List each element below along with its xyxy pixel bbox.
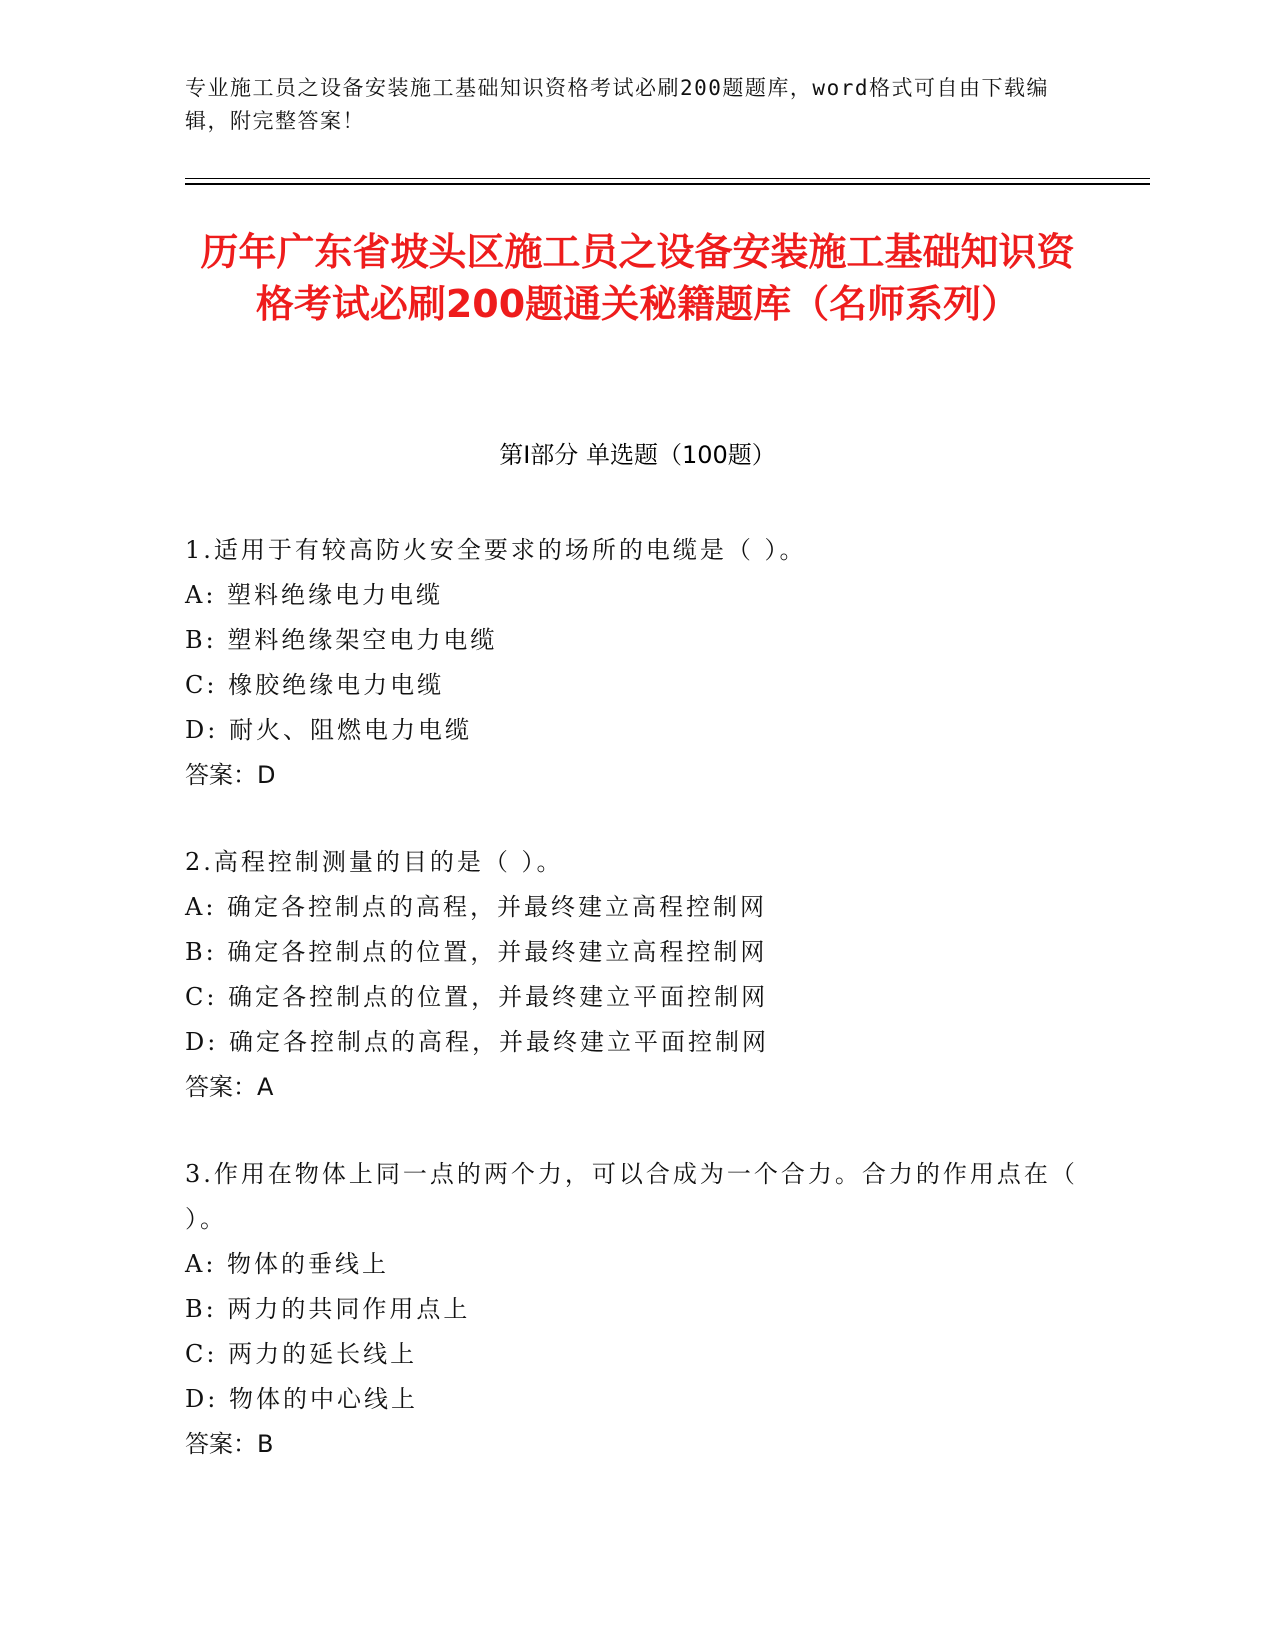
option-c: C: 橡胶绝缘电力电缆	[185, 671, 445, 699]
question-stem: 3.作用在物体上同一点的两个力，可以合成为一个合力。合力的作用点在（ ）。	[185, 1160, 1078, 1233]
option-d: D: 确定各控制点的高程，并最终建立平面控制网	[185, 1028, 769, 1056]
header-note: 专业施工员之设备安装施工基础知识资格考试必刷200题题库，word格式可自由下载编辑，附完整答案！	[185, 76, 1049, 133]
option-b: B: 确定各控制点的位置，并最终建立高程控制网	[185, 938, 768, 966]
answer: 答案：B	[185, 1430, 274, 1458]
document-title: 历年广东省坡头区施工员之设备安装施工基础知识资格考试必刷200题通关秘籍题库（名师系列）	[200, 230, 1075, 326]
option-b: B: 塑料绝缘架空电力电缆	[185, 626, 498, 654]
question-2	[185, 840, 1085, 1110]
question-stem: 2.高程控制测量的目的是（ ）。	[185, 848, 564, 876]
question-1	[185, 528, 1085, 798]
option-d: D: 耐火、阻燃电力电缆	[185, 716, 472, 744]
section-title: 第I部分 单选题（100题）	[499, 441, 776, 469]
option-b: B: 两力的共同作用点上	[185, 1295, 471, 1323]
question-stem: 1.适用于有较高防火安全要求的场所的电缆是（ ）。	[185, 536, 807, 564]
option-a: A: 确定各控制点的高程，并最终建立高程控制网	[185, 893, 768, 921]
answer: 答案：D	[185, 761, 276, 789]
option-a: A: 物体的垂线上	[185, 1250, 390, 1278]
option-d: D: 物体的中心线上	[185, 1385, 418, 1413]
option-c: C: 确定各控制点的位置，并最终建立平面控制网	[185, 983, 769, 1011]
question-3	[185, 1152, 1085, 1467]
option-a: A: 塑料绝缘电力电缆	[185, 581, 444, 609]
question-list	[185, 528, 1085, 1509]
option-c: C: 两力的延长线上	[185, 1340, 418, 1368]
header-divider-thin	[185, 178, 1150, 179]
header-divider-thick	[185, 183, 1150, 185]
answer: 答案：A	[185, 1073, 274, 1101]
